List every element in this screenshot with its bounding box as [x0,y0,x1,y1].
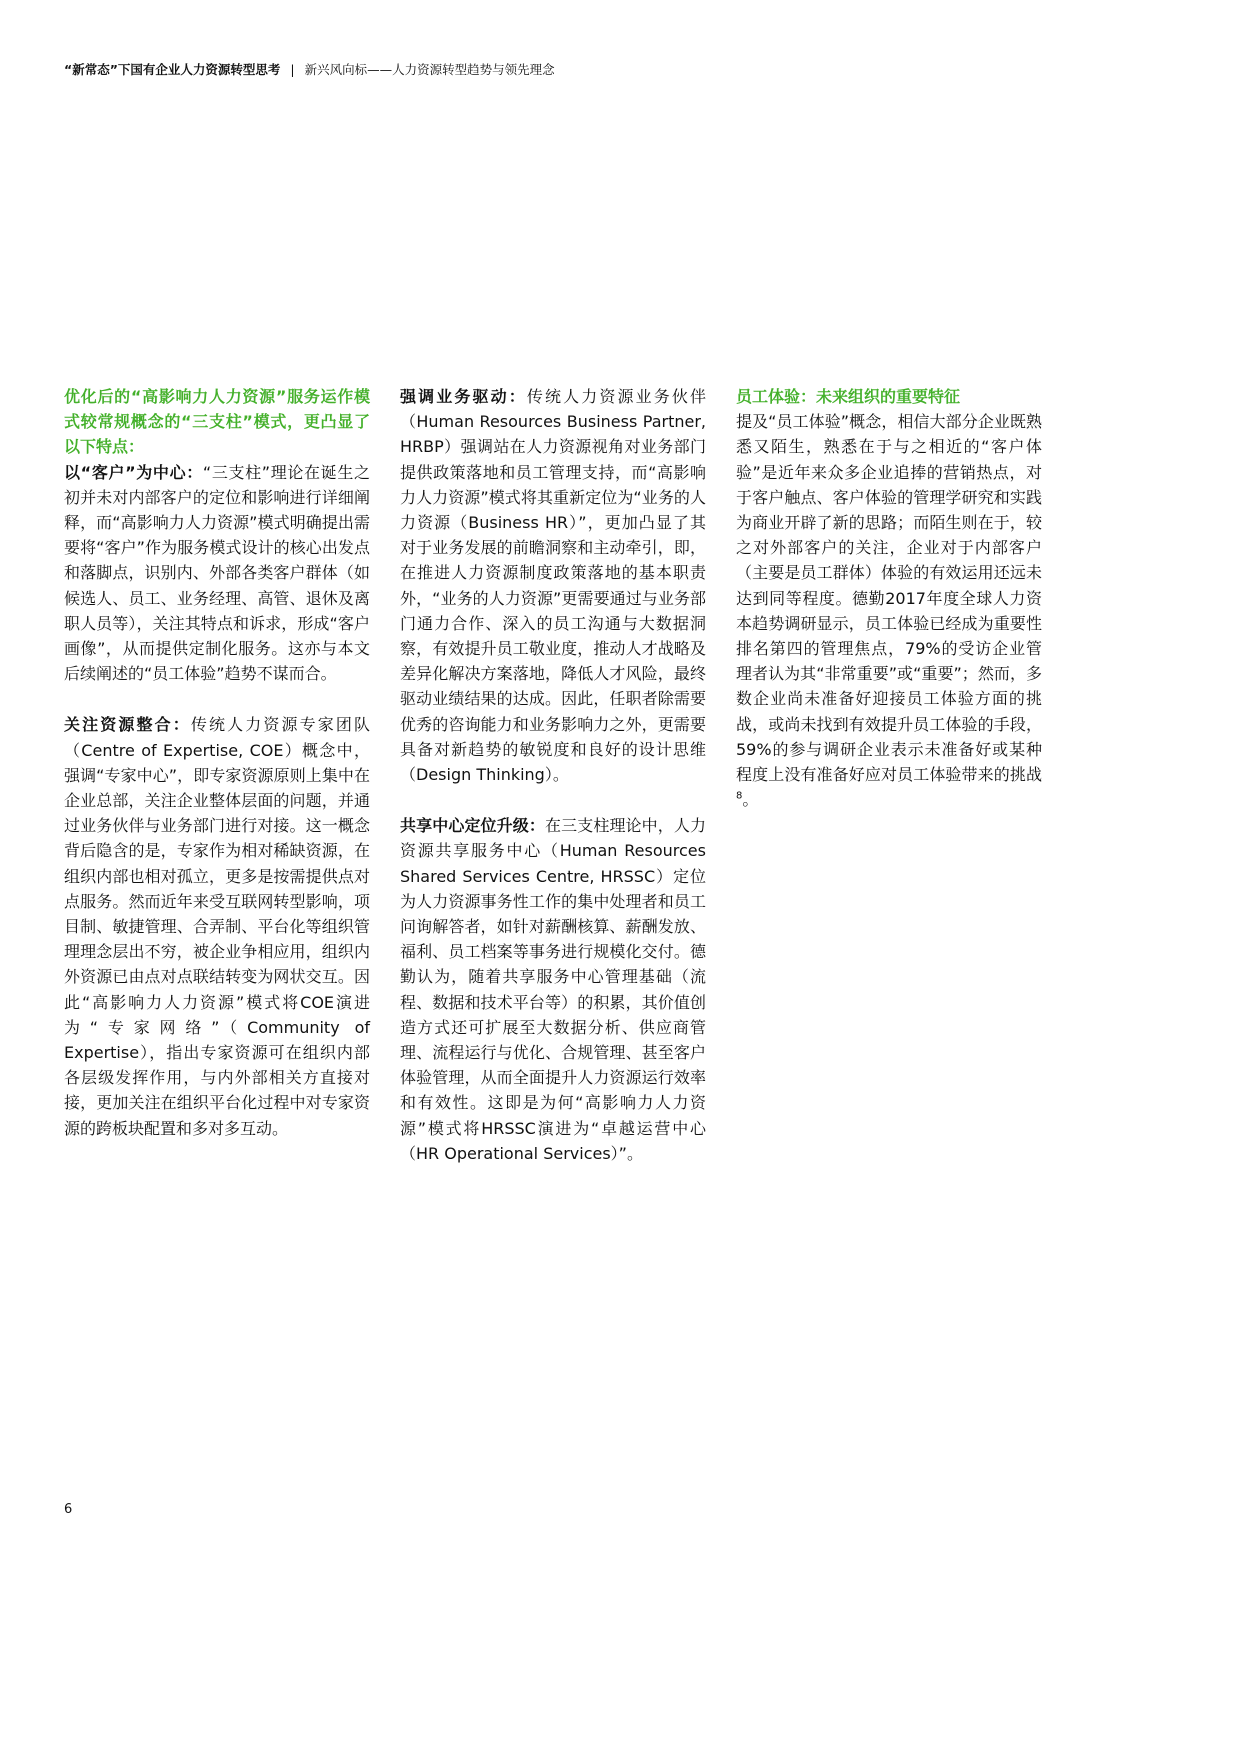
paragraph-business-driven [400,384,706,787]
text-shared-center: 在三支柱理论中，人力资源共享服务中心（Human Resources Shared Services Centre, HRSSC）定位为人力资源事务性工作的集中处理者和员工问询解答者，如针对薪酬核算、薪酬发放、福利、员工档案等事务进行规模化交付。德勤认为，随着共享服务中心管理基础（流程、数据和技术平台等）的积累，其价值创造方式还可扩展至大数据分析、供应商管理、流程运行与优化、合规管理、甚至客户体验管理，从而全面提升人力资源运行效率和有效性。这即是为何“高影响力人力资源”模式将HRSSC演进为“卓越运营中心（HR Operational Services）”。 [400,816,706,1163]
paragraph-resource-integration [64,712,370,1140]
term-shared-center: 共享中心定位升级： [400,816,545,836]
column-3 [736,384,1042,838]
column-1 [64,384,370,1167]
paragraph-shared-center [400,813,706,1166]
column-2 [400,384,706,1192]
footnote-reference[interactable]: 8 [736,790,743,802]
paragraph-employee-experience [736,409,1042,812]
report-title: “新常态”下国有企业人力资源转型思考 [64,62,281,77]
text-employee-experience: 提及“员工体验”概念，相信大部分企业既熟悉又陌生，熟悉在于与之相近的“客户体验”是近年来众多企业追捧的营销热点，对于客户触点、客户体验的管理学研究和实践为商业开辟了新的思路；而陌生则在于，较之对外部客户的关注，企业对于内部客户（主要是员工群体）体验的有效运用还远未达到同等程度。德勤2017年度全球人力资本趋势调研显示，员工体验已经成为重要性排名第四的管理焦点，79%的受访企业管理者认为其“非常重要”或“重要”；然而，多数企业尚未准备好迎接员工体验方面的挑战，或尚未找到有效提升员工体验的手段，59%的参与调研企业表示未准备好或某种程度上没有准备好应对员工体验带来的挑战 [736,412,1042,785]
running-header [64,62,555,78]
term-customer-centric: 以“客户”为中心： [64,462,203,482]
term-resource-integration: 关注资源整合： [64,715,191,735]
section-title: 新兴风向标——人力资源转型趋势与领先理念 [304,62,555,77]
text-customer-centric: “三支柱”理论在诞生之初并未对内部客户的定位和影响进行详细阐释，而“高影响力人力资源”模式明确提出需要将“客户”作为服务模式设计的核心出发点和落脚点，识别内、外部各类客户群体（如候选人、员工、业务经理、高管、退休及离职人员等），关注其特点和诉求，形成“客户画像”，从而提供定制化服务。这亦与本文后续阐述的“员工体验”趋势不谋而合。 [64,462,370,684]
term-business-driven: 强调业务驱动： [400,387,527,406]
header-separator: | [290,62,295,77]
text-resource-integration: 传统人力资源专家团队（Centre of Expertise, COE）概念中，强调“专家中心”，即专家资源原则上集中在企业总部，关注企业整体层面的问题，并通过业务伙伴与业务部门进行对接。这一概念背后隐含的是，专家作为相对稀缺资源，在组织内部也相对孤立，更多是按需提供点对点服务。然而近年来受互联网转型影响，项目制、敏捷管理、合弄制、平台化等组织管理理念层出不穷，被企业争相应用，组织内外资源已由点对点联结转变为网状交互。因此“高影响力人力资源”模式将COE演进为“专家网络”（Community of Expertise），指出专家资源可在组织内部各层级发挥作用，与内外部相关方直接对接，更加关注在组织平台化过程中对专家资源的跨板块配置和多对多互动。 [64,715,370,1138]
section-heading-employee-experience: 员工体验：未来组织的重要特征 [736,387,961,406]
page-number: 6 [64,1502,73,1517]
paragraph-customer-centric [64,460,370,687]
text-business-driven: 传统人力资源业务伙伴（Human Resources Business Partner, HRBP）强调站在人力资源视角对业务部门提供政策落地和员工管理支持，而“高影响力人力资源”模式将其重新定位为“业务的人力资源（Business HR）”，更加凸显了其对于业务发展的前瞻洞察和主动牵引，即，在推进人力资源制度政策落地的基本职责外，“业务的人力资源”更需要通过与业务部门通力合作、深入的员工沟通与大数据洞察，有效提升员工敬业度，推动人才战略及差异化解决方案落地，降低人才风险，最终驱动业绩结果的达成。因此，任职者除需要优秀的咨询能力和业务影响力之外，更需要具备对新趋势的敏锐度和良好的设计思维（Design Thinking）。 [400,387,706,785]
text-employee-experience-end: 。 [742,790,759,810]
intro-heading: 优化后的“高影响力人力资源”服务运作模式较常规概念的“三支柱”模式，更凸显了以下特点： [64,387,370,457]
